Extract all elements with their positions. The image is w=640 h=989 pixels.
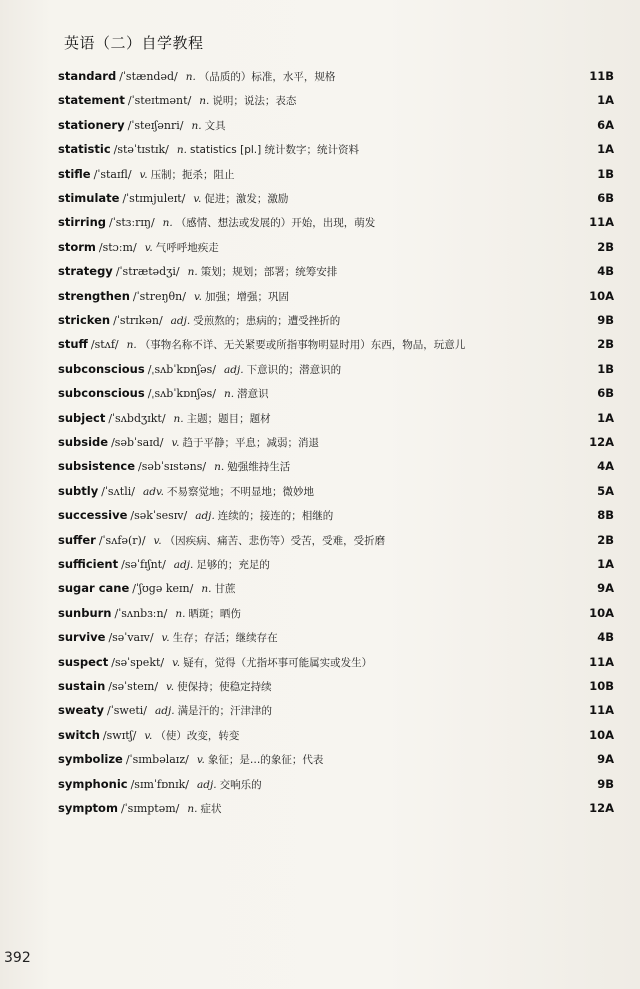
entry-word: subconscious [58, 386, 145, 401]
entry-part-of-speech: v. [193, 290, 202, 303]
glossary-entry [58, 432, 614, 452]
entry-unit-reference: 9B [597, 776, 614, 791]
entry-phonetic: /ˈstɪmjuleɪt/ [122, 192, 186, 205]
entry-unit-reference: 12A [589, 435, 614, 449]
entry-definition: （事物名称不详、无关紧要或所指事物明显时用）东西，物品，玩意儿 [139, 339, 466, 352]
entry-word: storm [58, 239, 96, 254]
entry-phonetic: /ˈstreŋθn/ [132, 289, 186, 303]
entry-definition: （感情、想法或发展的）开始，出现，萌发 [175, 217, 376, 230]
entry-part-of-speech: v. [139, 168, 148, 181]
entry-definition: 促进；激发；激励 [204, 193, 289, 205]
entry-definition: 勉强维持生活 [227, 461, 291, 474]
entry-phonetic: /səˈspekt/ [111, 655, 165, 669]
entry-definition: 潜意识 [237, 388, 269, 401]
glossary-entry [58, 212, 614, 232]
entry-part-of-speech: n. [126, 339, 137, 352]
entry-phonetic: /səˈvaɪv/ [108, 631, 154, 645]
entry-phonetic: /səbˈsɪstəns/ [138, 460, 207, 474]
entry-phonetic: /ˌsʌbˈkɒnʃəs/ [147, 362, 217, 376]
entry-definition: 策划；规划；部署；统筹安排 [200, 266, 338, 279]
glossary-entry [58, 115, 614, 135]
entry-word: symbolize [58, 752, 123, 767]
entry-part-of-speech: n. [185, 71, 196, 83]
entry-word: sugar cane [58, 581, 130, 596]
entry-part-of-speech: n. [199, 95, 210, 108]
entry-unit-reference: 11A [589, 703, 614, 718]
entry-part-of-speech: v. [171, 437, 180, 449]
entry-part-of-speech: n. [173, 412, 184, 425]
glossary-entry [58, 139, 614, 159]
glossary-entry [58, 237, 614, 257]
entry-part-of-speech: v. [144, 729, 153, 742]
entry-part-of-speech: v. [172, 656, 181, 669]
entry-part-of-speech: n. [224, 388, 235, 401]
entry-phonetic: /ˌsʌbˈkɒnʃəs/ [147, 387, 217, 401]
entry-word: symptom [58, 801, 118, 815]
entry-word: sweaty [58, 703, 105, 718]
entry-part-of-speech: n. [187, 266, 198, 279]
entry-part-of-speech: v. [193, 193, 202, 205]
glossary-entry [58, 334, 614, 354]
entry-phonetic: /ˈsʌfə(r)/ [98, 533, 146, 547]
entry-unit-reference: 1B [597, 166, 614, 181]
entry-unit-reference: 11A [589, 215, 614, 230]
glossary-entry [58, 66, 614, 86]
entry-phonetic: /ˈstændəd/ [119, 70, 178, 83]
glossary-entry [58, 774, 614, 794]
entry-phonetic: /ˈsʌbdʒɪkt/ [108, 411, 166, 425]
glossary-entry [58, 554, 614, 574]
entry-word: statistic [58, 142, 111, 157]
entry-definition: 加强；增强；巩固 [205, 290, 289, 303]
entry-phonetic: /stʌf/ [90, 338, 119, 352]
entry-unit-reference: 2B [597, 337, 614, 352]
glossary-entry [58, 798, 614, 818]
entry-word: stifle [58, 166, 91, 181]
glossary-entry [58, 383, 614, 403]
glossary-entry [58, 481, 614, 501]
entry-part-of-speech: adj. [197, 778, 217, 791]
entry-word: survive [58, 630, 106, 645]
entry-definition: （因疾病、痛苦、悲伤等）受苦，受难，受折磨 [164, 534, 386, 547]
glossary-entry [58, 627, 614, 647]
entry-part-of-speech: adj. [173, 559, 194, 571]
entry-part-of-speech: v. [161, 632, 170, 645]
entry-word: sustain [58, 679, 106, 693]
entry-phonetic: /ˈsʌtli/ [101, 484, 135, 498]
entry-unit-reference: 6B [597, 191, 614, 205]
entry-part-of-speech: n. [187, 803, 198, 815]
entry-phonetic: /swɪtʃ/ [102, 728, 137, 742]
entry-unit-reference: 4B [597, 630, 614, 645]
entry-definition: 足够的；充足的 [196, 559, 270, 571]
entry-part-of-speech: adj. [224, 363, 244, 376]
entry-unit-reference: 10B [589, 679, 614, 693]
entry-word: symphonic [58, 776, 128, 791]
entry-word: strengthen [58, 288, 130, 303]
glossary-entry [58, 603, 614, 623]
entry-phonetic: /ˈʃʊgə keɪn/ [132, 582, 194, 596]
entry-definition: 压制；扼杀；阻止 [150, 168, 235, 181]
entry-part-of-speech: v. [166, 681, 175, 693]
entry-part-of-speech: adv. [142, 485, 164, 498]
glossary-entry [58, 505, 614, 525]
entry-phonetic: /stəˈtɪstɪk/ [113, 143, 169, 157]
entry-word: successive [58, 508, 128, 523]
entry-unit-reference: 1A [597, 93, 614, 108]
entry-word: subconscious [58, 361, 145, 376]
entry-unit-reference: 9A [597, 752, 614, 767]
entry-definition: 交响乐的 [219, 778, 262, 791]
entry-definition: 疑有，觉得（尤指坏事可能属实或发生） [183, 656, 373, 669]
entry-definition: 生存；存活；继续存在 [172, 632, 278, 645]
entry-part-of-speech: adj. [154, 705, 175, 718]
entry-definition: 主题；题目；题材 [186, 412, 271, 425]
entry-unit-reference: 4B [597, 264, 614, 279]
entry-word: stricken [58, 313, 111, 327]
entry-phonetic: /səˈfɪʃnt/ [121, 558, 166, 571]
glossary-entry [58, 725, 614, 745]
entry-definition: statistics [pl.] 统计数字；统计资料 [189, 144, 360, 157]
entry-word: statement [58, 93, 125, 108]
entry-phonetic: /ˈsweti/ [107, 704, 147, 718]
entry-part-of-speech: n. [175, 607, 186, 620]
glossary-entry [58, 530, 614, 550]
entry-word: suffer [58, 532, 96, 547]
glossary-entry [58, 359, 614, 379]
entry-unit-reference: 10A [589, 605, 614, 620]
entry-definition: 症状 [200, 803, 222, 815]
entry-unit-reference: 11A [589, 654, 614, 669]
entry-word: stimulate [58, 191, 120, 205]
glossary-entry [58, 700, 614, 720]
entry-word: strategy [58, 264, 113, 279]
entry-unit-reference: 4A [597, 459, 614, 474]
glossary-entry [58, 676, 614, 696]
entry-part-of-speech: v. [196, 754, 205, 767]
entry-unit-reference: 1B [597, 361, 614, 376]
entry-phonetic: /ˈstɜːrɪŋ/ [109, 216, 155, 230]
entry-definition: 说明；说法；表态 [212, 95, 297, 108]
entry-definition: （使）改变，转变 [155, 729, 240, 742]
entry-definition: 象征；是…的象征；代表 [207, 754, 324, 767]
glossary-entry [58, 578, 614, 598]
glossary-entry [58, 90, 614, 110]
page-number: 392 [4, 950, 31, 966]
entry-definition: 连续的；接连的；相继的 [217, 510, 334, 523]
entry-word: sunburn [58, 605, 112, 620]
entry-phonetic: /ˈsʌnbɜːn/ [114, 606, 168, 620]
entry-part-of-speech: n. [214, 461, 225, 474]
entry-phonetic: /ˈstaɪfl/ [93, 167, 132, 181]
entry-unit-reference: 6A [597, 117, 614, 132]
entry-part-of-speech: adj. [170, 315, 191, 327]
entry-unit-reference: 6B [597, 386, 614, 401]
entry-unit-reference: 5A [597, 483, 614, 498]
entry-word: stationery [58, 117, 125, 132]
entry-unit-reference: 9A [597, 581, 614, 596]
entry-definition: 不易察觉地；不明显地；微妙地 [166, 485, 314, 498]
entry-phonetic: /ˈstrɪkən/ [113, 314, 163, 327]
entry-word: subtly [58, 483, 99, 498]
entry-phonetic: /ˈstrætədʒi/ [115, 265, 180, 279]
entry-definition: 甘蔗 [214, 583, 236, 596]
entry-word: standard [58, 69, 117, 83]
entry-word: subside [58, 435, 109, 449]
entry-unit-reference: 2B [597, 532, 614, 547]
entry-word: stuff [58, 337, 88, 352]
entry-definition: 满是汗的；汗津津的 [177, 705, 273, 718]
entry-part-of-speech: n. [201, 583, 212, 596]
entry-definition: 受煎熬的；患病的；遭受挫折的 [193, 315, 341, 327]
entry-definition: （品质的）标准，水平，规格 [198, 71, 336, 83]
entry-phonetic: /səˈsteɪn/ [108, 680, 159, 693]
entry-phonetic: /stɔːm/ [98, 240, 137, 254]
entry-definition: 使保持；使稳定持续 [177, 681, 272, 693]
entry-word: subsistence [58, 459, 135, 474]
entry-unit-reference: 10A [589, 288, 614, 303]
entry-definition: 下意识的；潜意识的 [246, 363, 342, 376]
entry-unit-reference: 1A [597, 557, 614, 571]
glossary-entry [58, 164, 614, 184]
glossary-entry [58, 286, 614, 306]
entry-phonetic: /ˈsɪmptəm/ [120, 802, 180, 815]
glossary-entry [58, 749, 614, 769]
entry-unit-reference: 1A [597, 142, 614, 157]
entry-word: sufficient [58, 557, 119, 571]
glossary-entry [58, 456, 614, 476]
glossary-entry [58, 408, 614, 428]
entry-word: stirring [58, 215, 106, 230]
entry-unit-reference: 10A [589, 727, 614, 742]
entry-unit-reference: 2B [597, 239, 614, 254]
entry-unit-reference: 9B [597, 313, 614, 327]
entry-part-of-speech: v. [153, 534, 162, 547]
entry-unit-reference: 8B [597, 508, 614, 523]
entry-phonetic: /ˈsteɪʃənri/ [127, 118, 184, 132]
entry-definition: 趋于平静；平息；减弱；消退 [182, 437, 320, 449]
entry-phonetic: /ˈsɪmbəlaɪz/ [125, 753, 189, 767]
entry-phonetic: /sɪmˈfɒnɪk/ [130, 777, 190, 791]
entry-definition: 气呼呼地疾走 [155, 241, 219, 254]
entry-definition: 文具 [204, 119, 226, 132]
entry-phonetic: /səkˈsesɪv/ [130, 509, 188, 523]
page-header-title: 英语（二）自学教程 [64, 34, 204, 52]
entry-word: subject [58, 410, 106, 425]
entry-part-of-speech: adj. [195, 510, 215, 523]
entry-unit-reference: 11B [589, 69, 614, 83]
glossary-entry [58, 188, 614, 208]
entry-part-of-speech: n. [162, 217, 173, 230]
entry-part-of-speech: n. [176, 144, 187, 157]
entry-part-of-speech: n. [191, 119, 202, 132]
glossary-entry [58, 261, 614, 281]
glossary-entry [58, 652, 614, 672]
entry-word: suspect [58, 654, 109, 669]
entry-part-of-speech: v. [144, 241, 153, 254]
entry-word: switch [58, 727, 100, 742]
entry-unit-reference: 12A [589, 801, 614, 815]
entry-unit-reference: 1A [597, 410, 614, 425]
entry-definition: 晒斑；晒伤 [188, 607, 241, 620]
entry-phonetic: /səbˈsaɪd/ [111, 436, 164, 449]
glossary-entry [58, 310, 614, 330]
entry-phonetic: /ˈsteɪtmənt/ [127, 94, 192, 108]
